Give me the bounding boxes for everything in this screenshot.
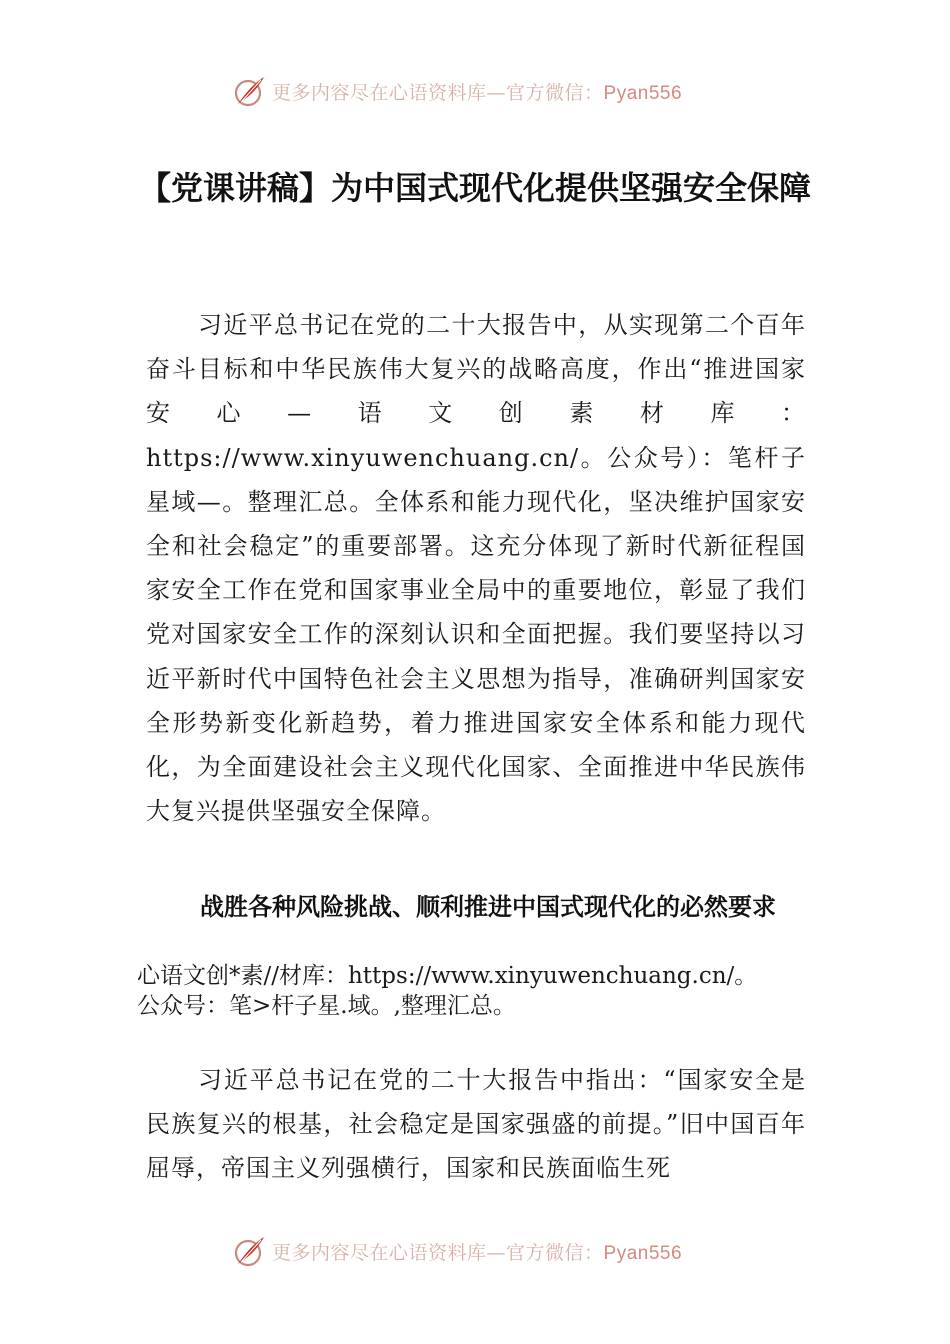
- header-wechat-id: Pyan556: [603, 83, 683, 104]
- header-banner: [0, 72, 950, 112]
- quill-logo-icon: [233, 74, 267, 108]
- header-banner-text: [272, 78, 682, 105]
- quill-logo-icon: [233, 1234, 267, 1268]
- watermark-line-2: 公众号：笔>杆子星.域。,整理汇总。: [137, 993, 516, 1019]
- body-paragraph-1: 习近平总书记在党的二十大报告中，从实现第二个百年奋斗目标和中华民族伟大复兴的战略高度，作出“推进国家安心—语文创素材库：https://www.xinyuwenchuang.cn/。公众号）：笔杆子星域—。整理汇总。全体系和能力现代化，坚决维护国家安全和社会稳定”的重要部署。这充分体现了新时代新征程国家安全工作在党和国家事业全局中的重要地位，彰显了我们党对国家安全工作的深刻认识和全面把握。我们要坚持以习近平新时代中国特色社会主义思想为指导，准确研判国家安全形势新变化新趋势，着力推进国家安全体系和能力现代化，为全面建设社会主义现代化国家、全面推进中华民族伟大复兴提供坚强安全保障。: [146, 311, 806, 826]
- section-heading-1: 战胜各种风险挑战、顺利推进中国式现代化的必然要求: [200, 893, 776, 921]
- footer-banner-text: [272, 1238, 682, 1265]
- watermark-line-1: 心语文创*素//材库：https://www.xinyuwenchuang.cn/。: [137, 963, 758, 989]
- body-paragraph-2: 习近平总书记在党的二十大报告中指出：“国家安全是民族复兴的根基，社会稳定是国家强盛的前提。”旧中国百年屈辱，帝国主义列强横行，国家和民族面临生死: [146, 1066, 806, 1183]
- footer-banner-label: 更多内容尽在心语资料库—官方微信：: [272, 1242, 604, 1264]
- header-banner-label: 更多内容尽在心语资料库—官方微信：: [272, 82, 604, 104]
- footer-banner: [0, 1232, 950, 1272]
- footer-wechat-id: Pyan556: [603, 1243, 683, 1264]
- source-watermark-text: [137, 961, 827, 1021]
- document-title: 【党课讲稿】为中国式现代化提供坚强安全保障: [138, 169, 811, 207]
